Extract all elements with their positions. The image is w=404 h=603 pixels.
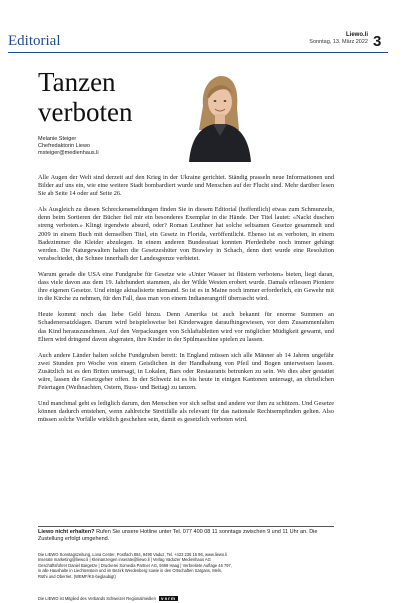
header-divider: [8, 52, 388, 53]
vsrm-logo: vsrm: [161, 596, 176, 602]
brand-name: Liewo.li: [345, 32, 368, 38]
hotline-heading: Liewo nicht erhalten?: [38, 529, 95, 535]
page-number: 3: [373, 33, 382, 50]
vsrm-text: Die LIEWO ist Mitglied des Verbands Schweizer Regionalmedien: [38, 596, 156, 601]
imprint-line: Inserate marketing@liewo.li | Kleinanzeigen inserate@liewo.li | Verlag Vaduzer Medienhaus AG: [38, 557, 211, 563]
author-info: [38, 136, 99, 157]
paragraph: Auch andere Länder halten solche Fundgruben bereit: In England müssen sich alle Männer ab 14 Jahren ungefähr zwei Stunden pro Woche von einem Geistlichen in der Handhabung von Pfeil und Bogen unterweisen lassen. Zusätzlich ist es den Briten untersagt, in Lokalen, Bars oder Restaurants betrunken zu sein. Wo dies aber gestattet wäre, lassen die Gesetzgeber offen. In der Schweiz ist es bis heute in einigen Kantonen untersagt, an christlichen Feiertagen (Weihnachten, Ostern, Buss- und Bettag) zu tanzen.: [38, 351, 334, 392]
vsrm-membership: [38, 596, 178, 601]
masthead: [292, 32, 368, 46]
page-header: [0, 0, 404, 52]
paragraph: Warum gerade die USA eine Fundgrube für Gesetze wie «Unter Wasser ist flüstern verboten» bieten, liegt daran, dass viele davon aus dem 19. Jahrhundert stammen, als der Wilde Westen erobert wurde. Damals erliessen Pioniere ihre eigenen Gesetze. Und einige aktualisierte niemand. So ist es in Maine noch immer erforderlich, ein Gewehr mit in die Kirche zu nehmen, für den Fall, dass man von einem Indianerangriff überrascht wird.: [38, 270, 334, 303]
imprint-line: Geschäftsführer Daniel Bargetze | Druckerei Somedia Partner AG, 9469 Haag | Verbreitete Auflage 46 797,: [38, 562, 232, 568]
author-name: Melanie Steiger: [38, 136, 77, 142]
paragraph: Heute kommt noch das liebe Geld hinzu. Denn Amerika ist auch bekannt für enorme Summen an Schadenersatzklagen. Darum wird beispielsweise bei Kinderwagen daraufhingewiesen, vor dem Zusammenfalten das Kind herauszunehmen. Auf den Verpackungen von Schlaftabletten wird vor möglicher Müdigkeit gewarnt, und Eltern wird dringend davon abgeraten, ihre Kinder in der Spülmaschine spielen zu lassen.: [38, 311, 334, 343]
title-line-1: Tanzen: [38, 67, 116, 97]
imprint-line: Die LIEWO Sonntagszeitung, Lova Center, Postfach 884, 9490 Vaduz, Tel. +423 236 16 96, www.liewo.li: [38, 552, 228, 557]
issue-date: Sonntag, 13. März 2022: [309, 39, 368, 45]
paragraph: Alle Augen der Welt sind derzeit auf den Krieg in der Ukraine gerichtet. Ständig prasseln neue Informationen und Bilder auf uns ein, wie eine weitere Stadt bombardiert wurde und Menschen auf der Flucht sind. Mehr darüber lesen Sie ab Seite 14 oder auf Seite 26.: [38, 174, 334, 198]
author-role: Chefredaktorin Liewo: [38, 143, 90, 149]
article-title: [38, 67, 132, 127]
author-email: msteiger@medienhaus.li: [38, 150, 99, 156]
title-line-2: verboten: [38, 97, 133, 127]
footer-divider: [38, 526, 334, 527]
delivery-hotline: [38, 529, 334, 543]
imprint: [38, 552, 338, 579]
paragraph: Und manchmal geht es lediglich darum, den Menschen vor sich selbst und andere vor ihm zu schützen. Und Gesetze können dadurch entstehen, wenn zahlreiche Streitfälle als relevant für das nationale Rechtsempfinden gelten. Also müssen solche Vorfälle wirklich geschehen sein, damit es gesetzlich verboten wird.: [38, 400, 334, 424]
imprint-line: Rüthi und Oberriet. (WEMF/KS-beglaubigt): [38, 573, 116, 579]
imprint-line: in alle Haushalte in Liechtenstein und im Bezirk Werdenberg sowie in den Ortschaften Sargans, Mels,: [38, 568, 223, 574]
paragraph: Als Ausgleich zu diesen Schreckensmeldungen finden Sie in diesem Editorial (hoffentlich) etwas zum Schmunzeln, denn beim Sortieren der Bücher fiel mir ein besonderes Exemplar in die Hände. Der Titel lautet: «Nackt duschen streng verboten.» Klingt irgendwie absurd, oder? Roman Leuthner hat solche seltsamen Gesetze gesammelt und 2009 in einem Buch mit demselben Titel, ein Gesetz in Florida, veröffentlicht. Ebenso ist es verboten, in einem Badezimmer die Kleider abzulegen. In einem anderen Bundesstaat konnten Pferdediebe noch immer gehängt werden. Die Naturgewalten halten die Gesetzeshüter von Brawley in Schach, denn dort wurde eine Resolution verabschiedet, die Schnee innerhalb der Landesgrenze verbietet.: [38, 206, 334, 262]
author-portrait: [183, 68, 254, 162]
section-title: Editorial: [8, 33, 61, 49]
hotline-text: Rufen Sie unsere Hotline unter Tel. 077 400 08 11 sonntags zwischen 9 und 11 Uhr an. Die Zustellung erfolgt umgehend.: [38, 529, 318, 542]
article-body: [38, 174, 334, 432]
